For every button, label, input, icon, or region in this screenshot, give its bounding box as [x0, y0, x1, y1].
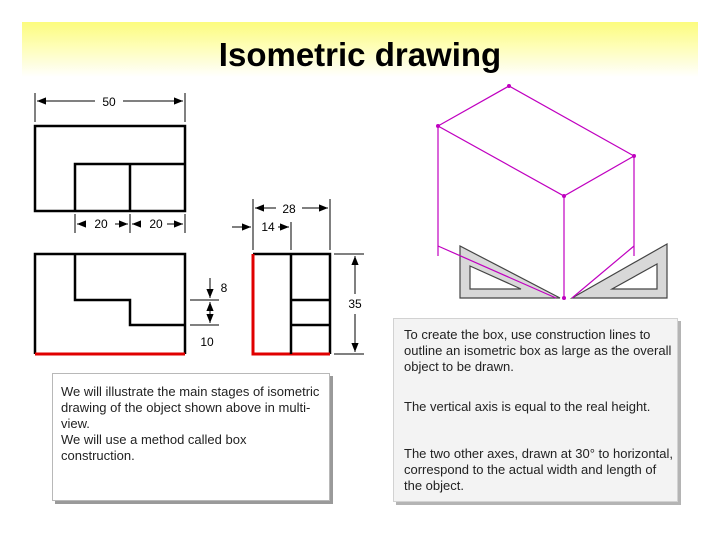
dimension-50-label: 50 [102, 95, 116, 109]
set-square-right [572, 244, 667, 298]
top-view-outline [35, 254, 185, 354]
front-view-outline [35, 126, 185, 211]
set-square-left [460, 246, 560, 298]
front-view [35, 126, 185, 211]
dimension-14-label: 14 [261, 220, 275, 234]
dimension-20b-label: 20 [149, 217, 163, 231]
dimension-14 [232, 220, 291, 250]
dimension-50 [35, 93, 185, 122]
instructions-text-box [393, 318, 678, 502]
dimension-8 [190, 278, 228, 300]
intro-text-box [52, 373, 330, 501]
dimension-28-label: 28 [282, 202, 296, 216]
top-view-notch [75, 254, 185, 325]
intro-paragraph-2: We will use a method called box construction. [61, 432, 247, 463]
instruction-paragraph-2: The vertical axis is equal to the real height. [404, 399, 651, 414]
intro-paragraph-1: We will illustrate the main stages of isometric drawing of the object shown above in multi-view. [61, 384, 320, 431]
dimension-35-label: 35 [348, 297, 362, 311]
page-title: Isometric drawing [218, 36, 502, 73]
iso-box-top-face [438, 86, 634, 196]
instruction-paragraph-1: To create the box, use construction lines to outline an isometric box as large as the overall object to be drawn. [404, 327, 672, 374]
top-view [35, 254, 185, 354]
instruction-paragraph-3: The two other axes, drawn at 30° to horizontal, correspond to the actual width and length of the object. [404, 446, 673, 493]
dimension-10 [190, 302, 219, 349]
dimension-20a-label: 20 [94, 217, 108, 231]
dimension-20-20 [75, 214, 185, 233]
dimension-8-label: 8 [220, 281, 228, 295]
dimension-35 [334, 254, 364, 354]
side-view [253, 254, 330, 354]
dimension-10-label: 10 [200, 335, 214, 349]
